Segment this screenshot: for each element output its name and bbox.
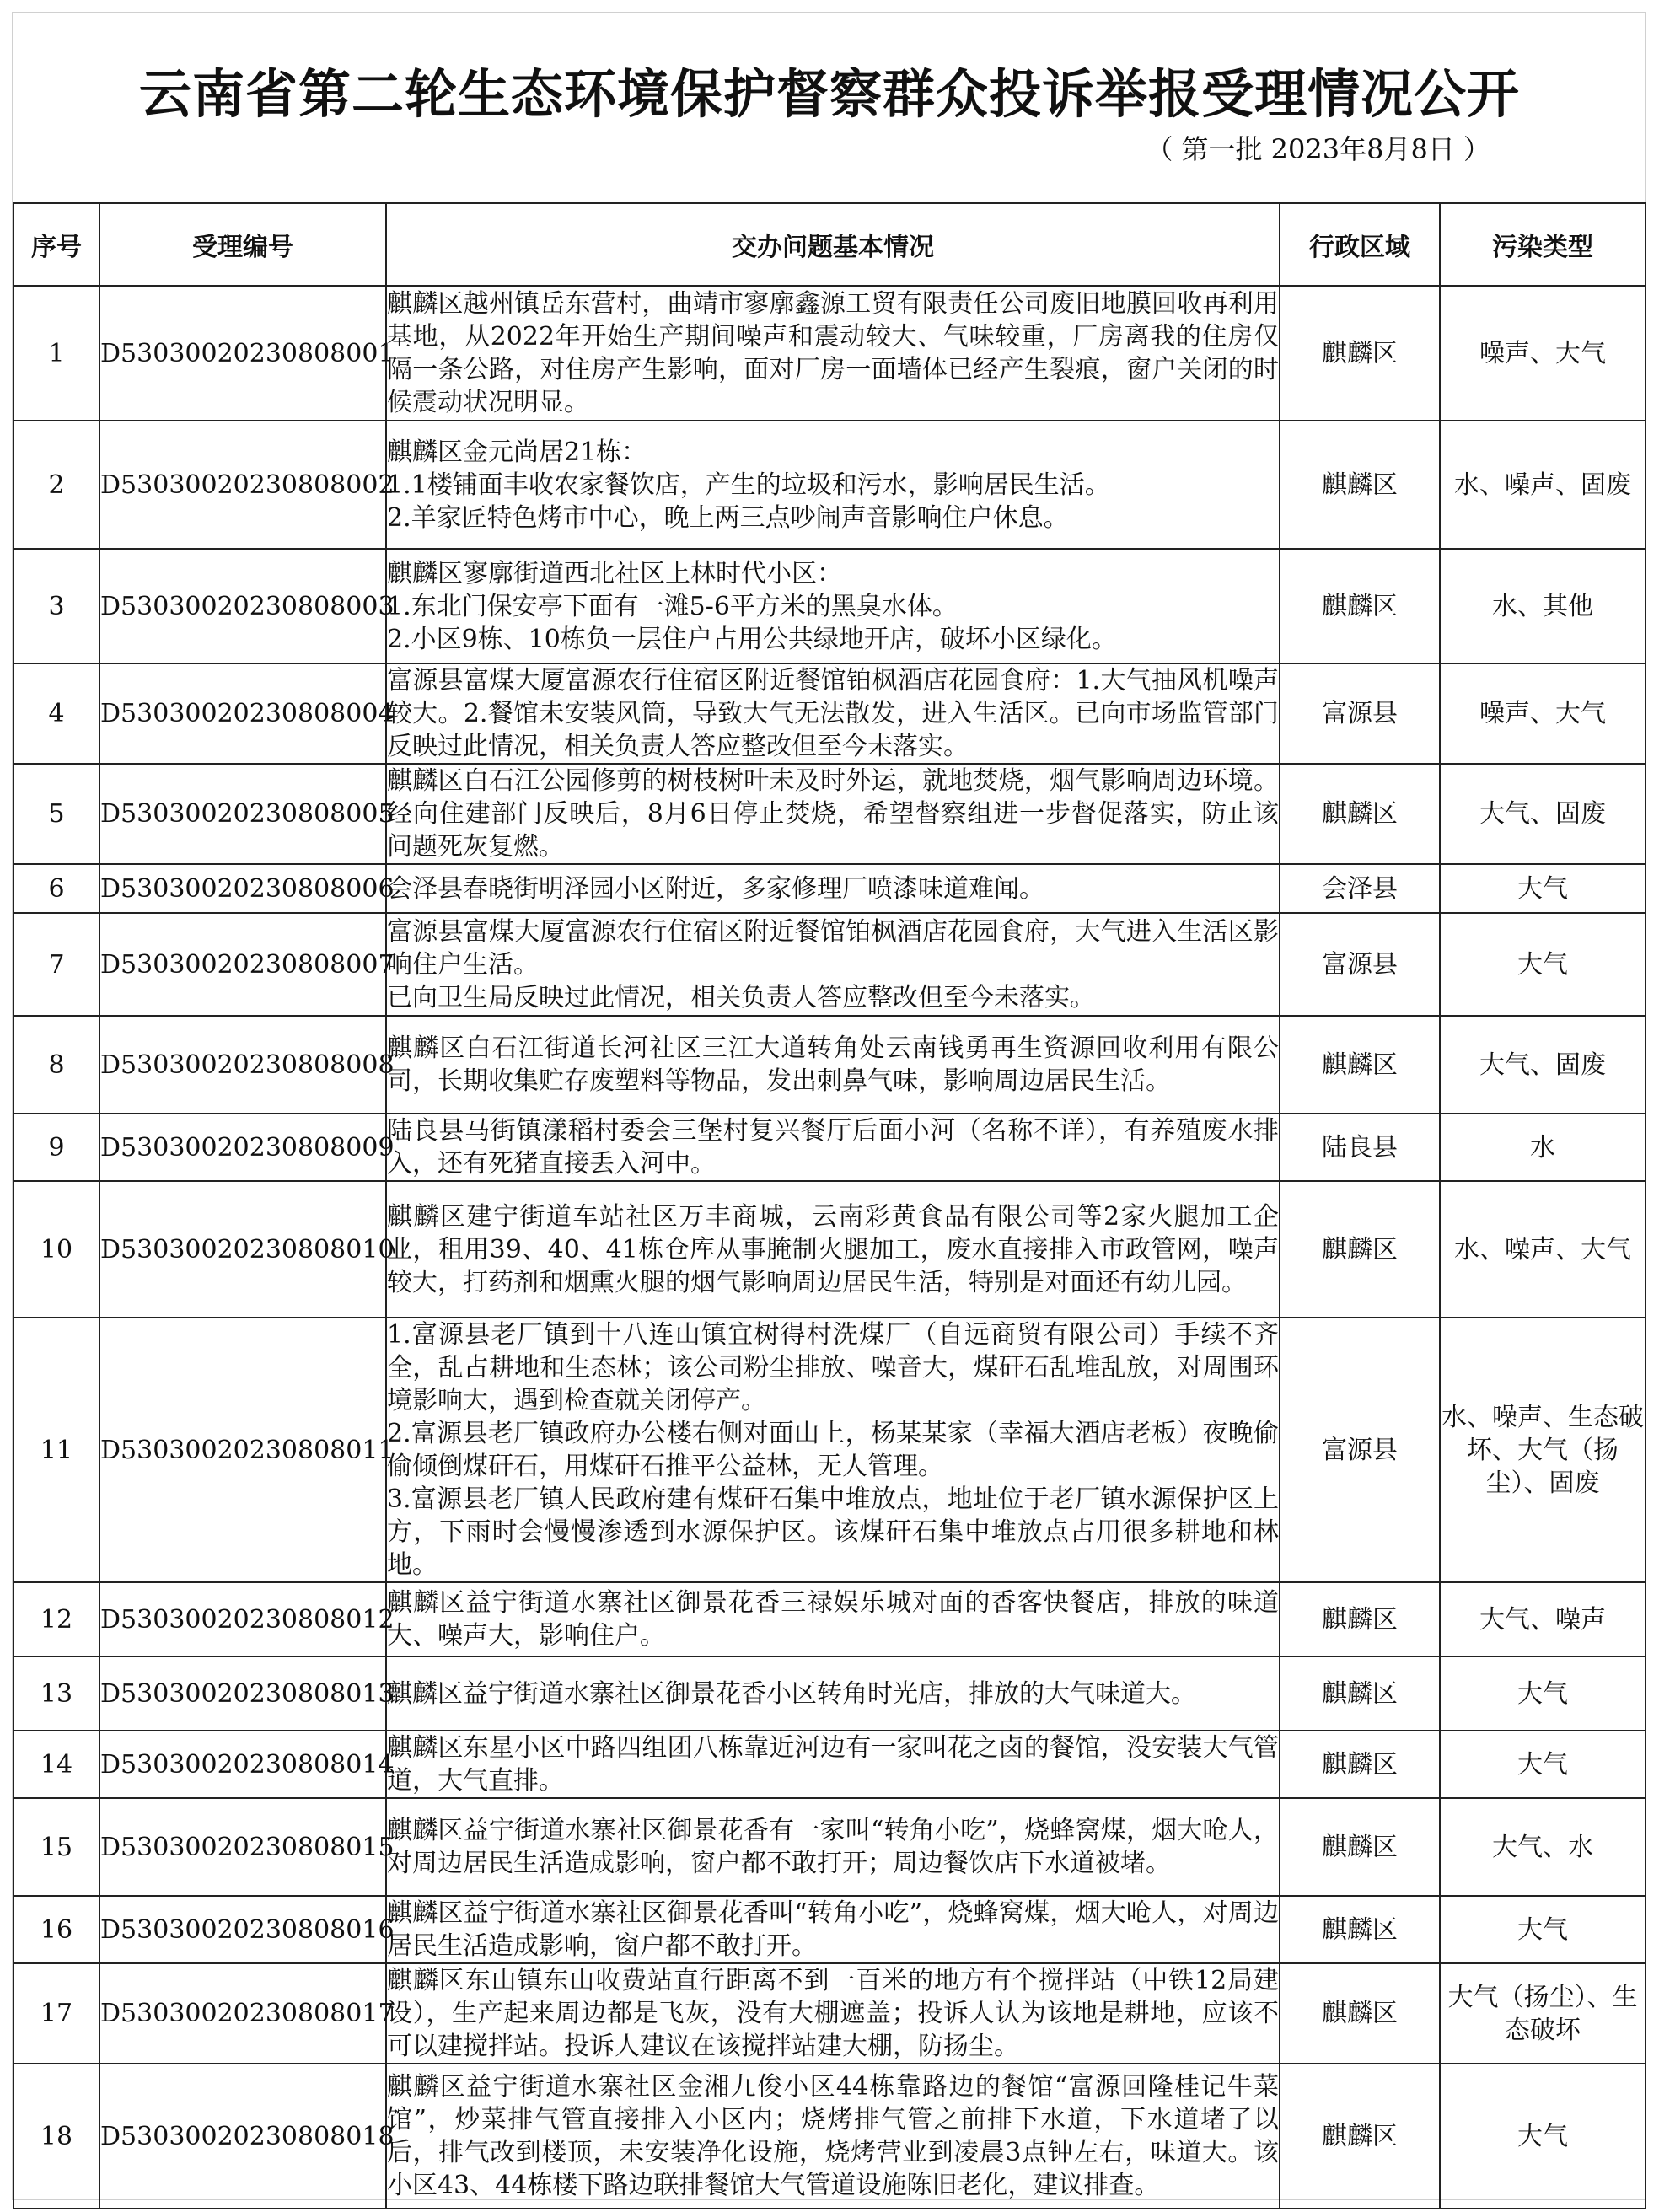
row-pollution-type: 水、噪声、生态破坏、大气（扬尘）、固废 — [1440, 1318, 1646, 1582]
row-description: 麒麟区东山镇东山收费站直行距离不到一百米的地方有个搅拌站（中铁12局建设），生产起来周边都是飞灰，没有大棚遮盖；投诉人认为该地是耕地，应该不可以建搅拌站。投诉人建议在该搅拌站建大棚，防扬尘。 — [386, 1963, 1280, 2064]
row-description: 陆良县马街镇漾稻村委会三堡村复兴餐厅后面小河（名称不详），有养殖废水排入，还有死猪直接丢入河中。 — [386, 1114, 1280, 1181]
row-code: D53030020230808004 — [99, 663, 386, 764]
row-area: 富源县 — [1280, 663, 1440, 764]
table-row — [13, 1582, 1646, 1656]
row-area: 富源县 — [1280, 913, 1440, 1016]
row-description: 麒麟区东星小区中路四组团八栋靠近河边有一家叫花之卤的餐馆，没安装大气管道，大气直排。 — [386, 1731, 1280, 1798]
row-code: D53030020230808013 — [99, 1656, 386, 1731]
row-seq: 7 — [13, 913, 99, 1016]
table-row — [13, 1656, 1646, 1731]
row-seq: 17 — [13, 1963, 99, 2064]
row-description: 1.富源县老厂镇到十八连山镇宜树得村洗煤厂（自远商贸有限公司）手续不齐全，乱占耕地和生态林；该公司粉尘排放、噪音大，煤矸石乱堆乱放，对周围环境影响大，遇到检查就关闭停产。 2.富源县老厂镇政府办公楼右侧对面山上，杨某某家（幸福大酒店老板）夜晚偷偷倾倒煤矸石，用煤矸石推平公益林，无人管理。 3.富源县老厂镇人民政府建有煤矸石集中堆放点，地址位于老厂镇水源保护区上方，下雨时会慢慢渗透到水源保护区。该煤矸石集中堆放点占用很多耕地和林地。 — [386, 1318, 1280, 1582]
row-pollution-type: 水、噪声、固废 — [1440, 421, 1646, 549]
row-description: 麒麟区益宁街道水寨社区御景花香小区转角时光店，排放的大气味道大。 — [386, 1656, 1280, 1731]
row-area: 麒麟区 — [1280, 1582, 1440, 1656]
table-row — [13, 1114, 1646, 1181]
row-pollution-type: 大气 — [1440, 913, 1646, 1016]
row-description: 麒麟区白石江街道长河社区三江大道转角处云南钱勇再生资源回收利用有限公司，长期收集贮存废塑料等物品，发出刺鼻气味，影响周边居民生活。 — [386, 1016, 1280, 1114]
row-description: 麒麟区寥廓街道西北社区上林时代小区： 1.东北门保安亭下面有一滩5-6平方米的黑臭水体。 2.小区9栋、10栋负一层住户占用公共绿地开店，破坏小区绿化。 — [386, 549, 1280, 663]
row-area: 麒麟区 — [1280, 2064, 1440, 2209]
table-row — [13, 913, 1646, 1016]
row-description: 麒麟区越州镇岳东营村，曲靖市寥廓鑫源工贸有限责任公司废旧地膜回收再利用基地，从2022年开始生产期间噪声和震动较大、气味较重，厂房离我的住房仅隔一条公路，对住房产生影响，面对厂房一面墙体已经产生裂痕，窗户关闭的时候震动状况明显。 — [386, 286, 1280, 421]
row-seq: 12 — [13, 1582, 99, 1656]
row-code: D53030020230808008 — [99, 1016, 386, 1114]
table-row — [13, 764, 1646, 864]
row-area: 麒麟区 — [1280, 1731, 1440, 1798]
row-pollution-type: 噪声、大气 — [1440, 663, 1646, 764]
row-code: D53030020230808006 — [99, 864, 386, 913]
row-area: 麒麟区 — [1280, 1181, 1440, 1318]
row-description: 麒麟区白石江公园修剪的树枝树叶未及时外运，就地焚烧，烟气影响周边环境。经向住建部门反映后，8月6日停止焚烧，希望督察组进一步督促落实，防止该问题死灰复燃。 — [386, 764, 1280, 864]
row-seq: 6 — [13, 864, 99, 913]
row-description: 麒麟区益宁街道水寨社区御景花香叫“转角小吃”，烧蜂窝煤，烟大呛人，对周边居民生活造成影响，窗户都不敢打开。 — [386, 1896, 1280, 1963]
row-pollution-type: 大气、固废 — [1440, 764, 1646, 864]
header-seq: 序号 — [13, 203, 99, 286]
row-seq: 11 — [13, 1318, 99, 1582]
row-area: 麒麟区 — [1280, 1896, 1440, 1963]
header-code: 受理编号 — [99, 203, 386, 286]
row-area: 麒麟区 — [1280, 1656, 1440, 1731]
table-row — [13, 864, 1646, 913]
row-seq: 4 — [13, 663, 99, 764]
row-code: D53030020230808005 — [99, 764, 386, 864]
row-pollution-type: 大气、水 — [1440, 1798, 1646, 1896]
row-area: 麒麟区 — [1280, 549, 1440, 663]
row-code: D53030020230808015 — [99, 1798, 386, 1896]
complaints-table — [13, 202, 1646, 2209]
row-pollution-type: 大气 — [1440, 1656, 1646, 1731]
row-seq: 10 — [13, 1181, 99, 1318]
row-pollution-type: 水、其他 — [1440, 549, 1646, 663]
row-code: D53030020230808012 — [99, 1582, 386, 1656]
table-row — [13, 1798, 1646, 1896]
row-code: D53030020230808018 — [99, 2064, 386, 2209]
row-seq: 2 — [13, 421, 99, 549]
table-row — [13, 663, 1646, 764]
row-pollution-type: 大气 — [1440, 864, 1646, 913]
row-seq: 16 — [13, 1896, 99, 1963]
row-pollution-type: 噪声、大气 — [1440, 286, 1646, 421]
row-description: 麒麟区益宁街道水寨社区御景花香有一家叫“转角小吃”，烧蜂窝煤，烟大呛人，对周边居民生活造成影响，窗户都不敢打开；周边餐饮店下水道被堵。 — [386, 1798, 1280, 1896]
row-pollution-type: 水 — [1440, 1114, 1646, 1181]
table-row — [13, 1731, 1646, 1798]
page-title: 云南省第二轮生态环境保护督察群众投诉举报受理情况公开 — [138, 63, 1520, 125]
row-seq: 15 — [13, 1798, 99, 1896]
row-seq: 8 — [13, 1016, 99, 1114]
row-code: D53030020230808016 — [99, 1896, 386, 1963]
row-seq: 1 — [13, 286, 99, 421]
row-pollution-type: 大气、噪声 — [1440, 1582, 1646, 1656]
row-pollution-type: 大气 — [1440, 1731, 1646, 1798]
table-row — [13, 1318, 1646, 1582]
row-code: D53030020230808010 — [99, 1181, 386, 1318]
table-row — [13, 1963, 1646, 2064]
row-code: D53030020230808002 — [99, 421, 386, 549]
row-code: D53030020230808017 — [99, 1963, 386, 2064]
table-row — [13, 1181, 1646, 1318]
row-seq: 18 — [13, 2064, 99, 2209]
row-area: 麒麟区 — [1280, 1963, 1440, 2064]
row-pollution-type: 大气、固废 — [1440, 1016, 1646, 1114]
table-row — [13, 2064, 1646, 2209]
table-header-row — [13, 203, 1646, 286]
row-area: 麒麟区 — [1280, 764, 1440, 864]
row-area: 陆良县 — [1280, 1114, 1440, 1181]
row-description: 富源县富煤大厦富源农行住宿区附近餐馆铂枫酒店花园食府，大气进入生活区影响住户生活。 已向卫生局反映过此情况，相关负责人答应整改但至今未落实。 — [386, 913, 1280, 1016]
row-seq: 3 — [13, 549, 99, 663]
table-row — [13, 421, 1646, 549]
table-row — [13, 286, 1646, 421]
row-area: 麒麟区 — [1280, 1016, 1440, 1114]
row-code: D53030020230808011 — [99, 1318, 386, 1582]
row-area: 麒麟区 — [1280, 286, 1440, 421]
row-pollution-type: 水、噪声、大气 — [1440, 1181, 1646, 1318]
row-description: 麒麟区建宁街道车站社区万丰商城，云南彩黄食品有限公司等2家火腿加工企业，租用39、40、41栋仓库从事腌制火腿加工，废水直接排入市政管网，噪声较大，打药剂和烟熏火腿的烟气影响周边居民生活，特别是对面还有幼儿园。 — [386, 1181, 1280, 1318]
row-code: D53030020230808007 — [99, 913, 386, 1016]
table-row — [13, 1016, 1646, 1114]
row-seq: 13 — [13, 1656, 99, 1731]
row-pollution-type: 大气（扬尘）、生态破坏 — [1440, 1963, 1646, 2064]
table-row — [13, 1896, 1646, 1963]
page-subtitle: （ 第一批 2023年8月8日 ） — [1146, 133, 1490, 165]
row-pollution-type: 大气 — [1440, 2064, 1646, 2209]
row-description: 麒麟区益宁街道水寨社区御景花香三禄娱乐城对面的香客快餐店，排放的味道大、噪声大，影响住户。 — [386, 1582, 1280, 1656]
header-desc: 交办问题基本情况 — [386, 203, 1280, 286]
row-code: D53030020230808009 — [99, 1114, 386, 1181]
row-area: 麒麟区 — [1280, 421, 1440, 549]
row-code: D53030020230808014 — [99, 1731, 386, 1798]
row-code: D53030020230808001 — [99, 286, 386, 421]
row-description: 麒麟区金元尚居21栋： 1.1楼铺面丰收农家餐饮店，产生的垃圾和污水，影响居民生活。 2.羊家匠特色烤市中心，晚上两三点吵闹声音影响住户休息。 — [386, 421, 1280, 549]
row-description: 会泽县春晓街明泽园小区附近，多家修理厂喷漆味道难闻。 — [386, 864, 1280, 913]
row-area: 麒麟区 — [1280, 1798, 1440, 1896]
row-seq: 5 — [13, 764, 99, 864]
row-seq: 9 — [13, 1114, 99, 1181]
row-description: 富源县富煤大厦富源农行住宿区附近餐馆铂枫酒店花园食府：1.大气抽风机噪声较大。2.餐馆未安装风筒，导致大气无法散发，进入生活区。已向市场监管部门反映过此情况，相关负责人答应整改但至今未落实。 — [386, 663, 1280, 764]
row-area: 会泽县 — [1280, 864, 1440, 913]
row-area: 富源县 — [1280, 1318, 1440, 1582]
header-area: 行政区域 — [1280, 203, 1440, 286]
header-type: 污染类型 — [1440, 203, 1646, 286]
table-row — [13, 549, 1646, 663]
row-code: D53030020230808003 — [99, 549, 386, 663]
row-description: 麒麟区益宁街道水寨社区金湘九俊小区44栋靠路边的餐馆“富源回隆桂记牛菜馆”，炒菜排气管直接排入小区内；烧烤排气管之前排下水道，下水道堵了以后，排气改到楼顶，未安装净化设施，烧烤营业到凌晨3点钟左右，味道大。该小区43、44栋楼下路边联排餐馆大气管道设施陈旧老化，建议排查。 — [386, 2064, 1280, 2209]
row-pollution-type: 大气 — [1440, 1896, 1646, 1963]
row-seq: 14 — [13, 1731, 99, 1798]
